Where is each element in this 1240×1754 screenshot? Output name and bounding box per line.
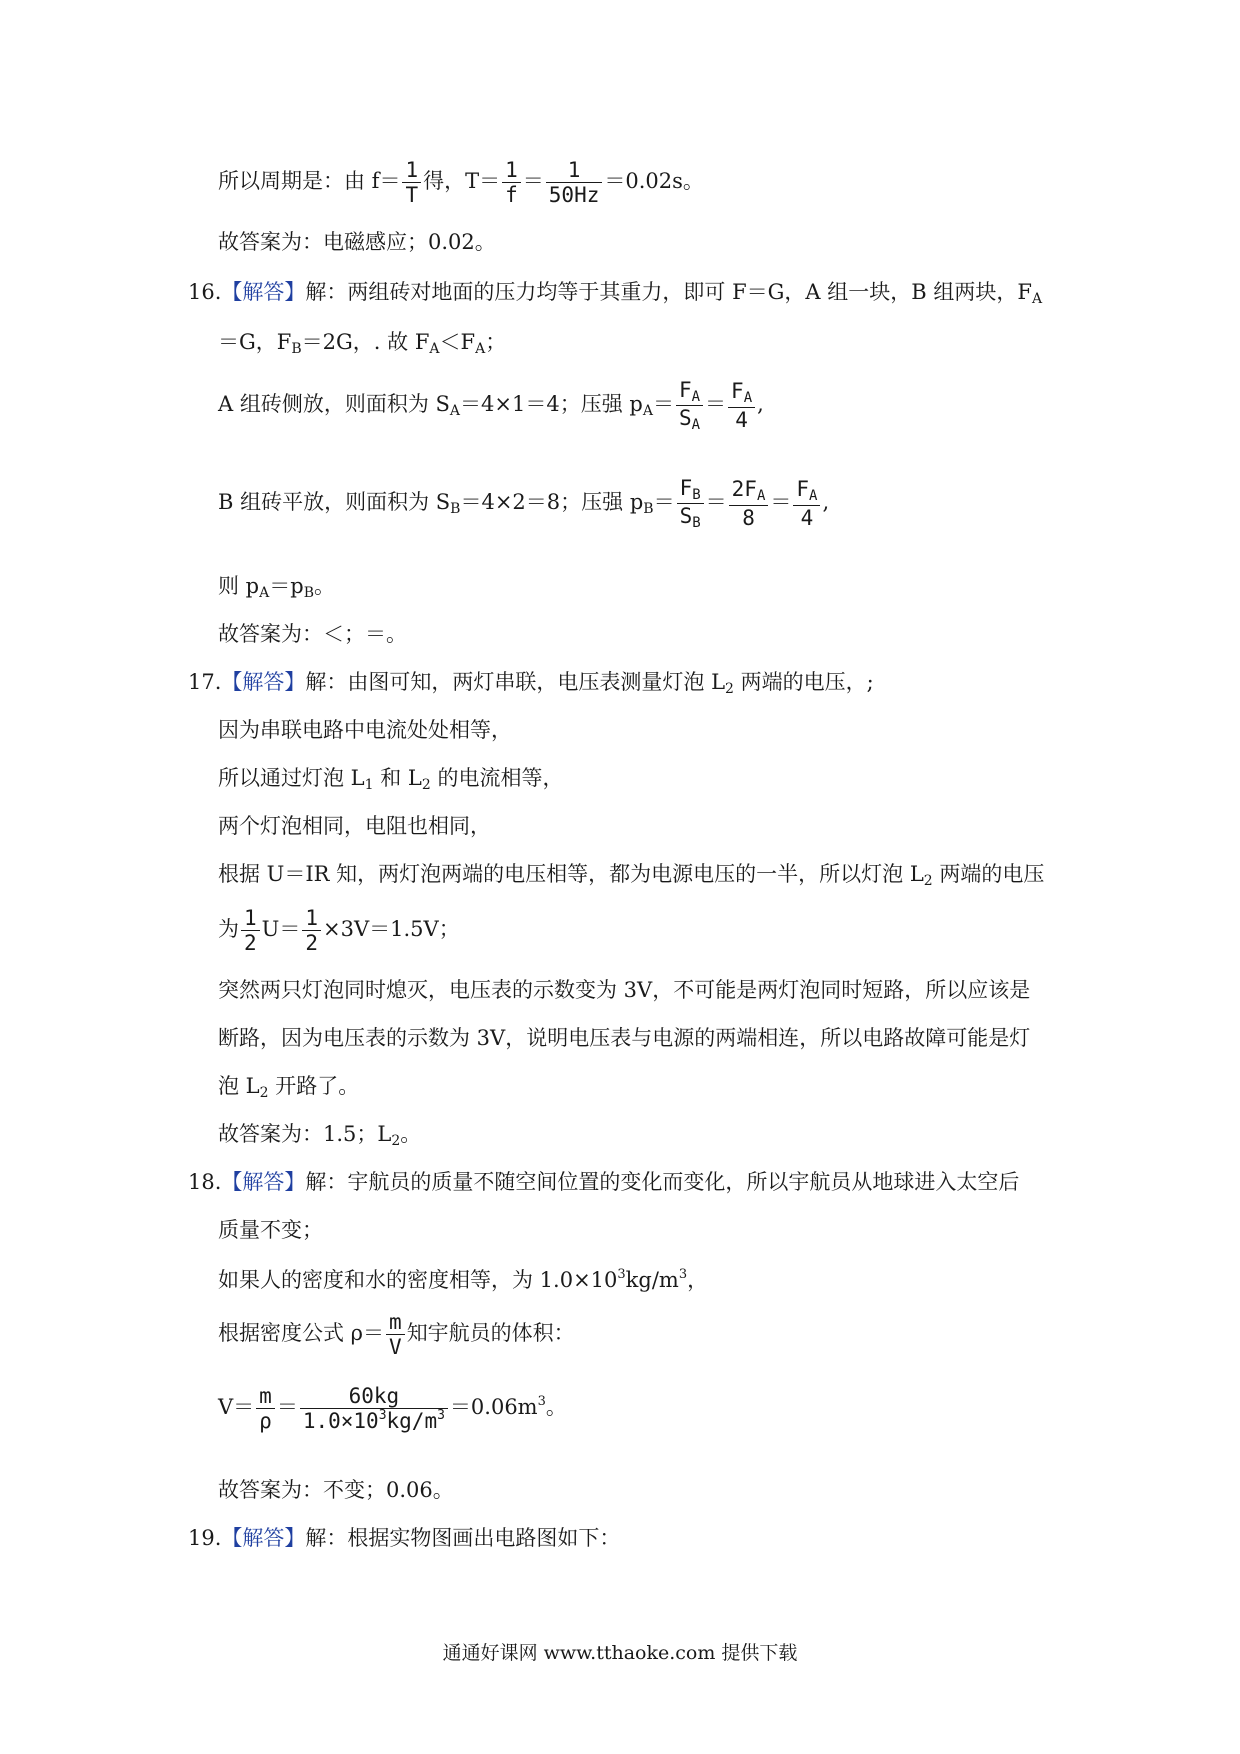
fraction-one-half xyxy=(302,906,321,955)
text: 则 p xyxy=(218,574,260,598)
question-18-line-4 xyxy=(218,1310,575,1359)
solution-tag: 【解答】 xyxy=(221,670,306,694)
question-17-line-3 xyxy=(218,768,563,792)
fraction-1-over-T xyxy=(402,158,421,207)
fraction-m-over-rho xyxy=(256,1384,275,1433)
text: S xyxy=(678,406,692,431)
numerator: m xyxy=(256,1384,275,1409)
text: ＝ xyxy=(653,490,675,515)
numerator: 1 xyxy=(241,906,260,931)
question-number: 16. xyxy=(188,280,222,304)
text: F xyxy=(796,477,810,502)
subscript: A xyxy=(429,341,440,357)
question-18-line-1 xyxy=(188,1172,1019,1193)
solution-tag: 【解答】 xyxy=(221,280,306,304)
denominator: 50Hz xyxy=(548,183,600,208)
text: ＝0.02s。 xyxy=(604,169,704,194)
subscript: A xyxy=(756,488,766,505)
fraction-fa-over-4 xyxy=(728,379,755,431)
question-16-line-5 xyxy=(218,576,335,600)
text: 得，T＝ xyxy=(423,169,501,194)
denominator: V xyxy=(389,1335,402,1360)
numerator xyxy=(677,476,704,504)
question-16-line-1 xyxy=(188,282,1042,306)
text: ＝0.06m xyxy=(449,1395,538,1420)
text: A 组砖侧放，则面积为 S xyxy=(218,392,450,417)
denominator: 4 xyxy=(800,505,814,530)
denominator: f xyxy=(505,183,518,208)
text: 解：宇航员的质量不随空间位置的变化而变化，所以宇航员从地球进入太空后 xyxy=(305,1170,1020,1194)
text: ＝4×2＝8；压强 p xyxy=(460,490,644,515)
text: 解：由图可知，两灯串联，电压表测量灯泡 L xyxy=(305,670,726,694)
subscript: B xyxy=(291,341,302,357)
text: 1.0×10 xyxy=(302,1409,379,1434)
text: kg/m xyxy=(386,1409,438,1434)
question-17-line-1 xyxy=(188,672,874,696)
text: 所以周期是：由 f＝ xyxy=(218,169,401,194)
fraction-1-over-f xyxy=(502,158,521,207)
text: 如果人的密度和水的密度相等，为 1.0×10 xyxy=(218,1268,618,1292)
question-17-line-4: 两个灯泡相同，电阻也相同， xyxy=(218,814,491,838)
text: kg/m xyxy=(625,1268,679,1292)
superscript: 3 xyxy=(437,1408,445,1424)
question-18-line-5 xyxy=(218,1384,567,1433)
subscript: B xyxy=(303,585,314,601)
question-17-line-8: 断路，因为电压表的示数为 3V，说明电压表与电源的两端相连，所以电路故障可能是灯 xyxy=(218,1026,1031,1050)
subscript: B xyxy=(643,501,654,518)
text: 。 xyxy=(314,574,335,598)
subscript: B xyxy=(450,501,461,518)
question-16-line-2 xyxy=(218,332,506,356)
question-number: 19. xyxy=(188,1526,222,1550)
denominator: T xyxy=(405,183,419,208)
text: 根据 U＝IR 知，两灯泡两端的电压相等，都为电源电压的一半，所以灯泡 L xyxy=(218,862,924,886)
subscript: 2 xyxy=(421,777,431,793)
subscript: A xyxy=(691,417,701,434)
page-footer: 通通好课网 www.tthaoke.com 提供下载 xyxy=(442,1642,798,1664)
question-16-answer: 故答案为：＜；＝。 xyxy=(218,622,407,646)
text: ， xyxy=(687,1268,709,1292)
text: ； xyxy=(485,330,507,354)
text: 。 xyxy=(400,1122,422,1146)
subscript: 2 xyxy=(391,1133,401,1149)
subscript: 2 xyxy=(259,1085,269,1101)
superscript: 3 xyxy=(537,1394,546,1410)
denominator: 2 xyxy=(244,931,257,956)
subscript: A xyxy=(259,585,270,601)
question-17-answer xyxy=(218,1124,421,1148)
text: ＝4×1＝4；压强 p xyxy=(460,392,643,417)
numerator xyxy=(676,378,703,406)
question-18-answer: 故答案为：不变；0.06。 xyxy=(218,1478,454,1502)
fraction-fb-over-sb xyxy=(677,476,704,531)
subscript: A xyxy=(642,403,653,420)
subscript: B xyxy=(692,515,701,532)
solution-tag: 【解答】 xyxy=(221,1170,306,1194)
text: ＜F xyxy=(439,330,476,354)
denominator: 4 xyxy=(735,407,748,432)
subscript: A xyxy=(691,389,701,405)
question-17-line-2: 因为串联电路中电流处处相等， xyxy=(218,718,512,742)
text: 2F xyxy=(731,477,757,502)
text: 两端的电压 xyxy=(932,862,1045,886)
numerator: 60kg xyxy=(300,1384,448,1409)
text: 的电流相等， xyxy=(430,766,564,790)
text: 。 xyxy=(545,1395,567,1420)
numerator: 1 xyxy=(302,906,321,931)
text: ＝ xyxy=(705,392,727,417)
solution-tag: 【解答】 xyxy=(221,1526,306,1550)
text: 所以通过灯泡 L xyxy=(218,766,365,790)
text: 知宇航员的体积： xyxy=(406,1321,575,1346)
text: ＝ xyxy=(705,490,727,515)
question-number: 18. xyxy=(188,1170,222,1194)
text: V＝ xyxy=(218,1395,255,1420)
question-16-line-3 xyxy=(218,378,764,433)
question-19-line-1 xyxy=(188,1528,620,1549)
question-16-line-4 xyxy=(218,476,829,531)
numerator: m xyxy=(386,1310,405,1335)
text: , xyxy=(757,392,764,417)
numerator: 1 xyxy=(502,158,521,183)
text: , xyxy=(822,490,830,515)
numerator xyxy=(728,379,755,407)
numerator xyxy=(793,477,820,505)
text: F xyxy=(678,378,692,402)
period-formula-line xyxy=(218,158,704,207)
text: 解：两组砖对地面的压力均等于其重力，即可 F＝G，A 组一块，B 组两块，F xyxy=(305,280,1032,304)
fraction-2fa-over-8 xyxy=(729,477,769,529)
question-17-line-9 xyxy=(218,1076,359,1100)
denominator: ρ xyxy=(259,1409,272,1434)
subscript: A xyxy=(449,403,461,420)
numerator: 1 xyxy=(402,158,421,183)
fraction-fa-over-sa xyxy=(676,378,703,433)
text: ＝2G，. 故 F xyxy=(301,330,430,354)
text: F xyxy=(679,476,693,500)
superscript: 3 xyxy=(617,1267,626,1282)
text: ＝ xyxy=(652,392,674,417)
text: 泡 L xyxy=(218,1074,260,1098)
text: U＝ xyxy=(261,917,301,942)
numerator xyxy=(729,477,769,505)
subscript: A xyxy=(475,341,486,357)
text: 解：根据实物图画出电路图如下： xyxy=(305,1526,621,1550)
text: 故答案为：1.5；L xyxy=(218,1122,392,1146)
text: ＝p xyxy=(269,574,304,598)
text: 开路了。 xyxy=(268,1074,360,1098)
subscript: 2 xyxy=(923,873,933,889)
question-17-line-5 xyxy=(218,864,1044,888)
denominator xyxy=(300,1409,448,1433)
answer-line: 故答案为：电磁感应；0.02。 xyxy=(218,230,496,254)
fraction-fa-over-4 xyxy=(793,477,820,529)
fraction-one-half xyxy=(241,906,260,955)
numerator: 1 xyxy=(546,158,603,183)
subscript: A xyxy=(743,390,753,407)
question-17-line-7: 突然两只灯泡同时熄灭，电压表的示数变为 3V，不可能是两灯泡同时短路，所以应该是 xyxy=(218,978,1031,1002)
denominator: 8 xyxy=(742,505,755,530)
fraction-mass-over-density xyxy=(300,1384,448,1433)
fraction-m-over-v xyxy=(386,1310,405,1359)
text: ＝ xyxy=(770,490,792,515)
subscript: B xyxy=(692,487,701,503)
denominator xyxy=(677,504,704,531)
text: 两端的电压，; xyxy=(733,670,874,694)
denominator xyxy=(676,406,703,433)
denominator: 2 xyxy=(305,931,319,956)
subscript: 2 xyxy=(725,681,734,697)
text: 和 L xyxy=(373,766,422,790)
fraction-1-over-50hz xyxy=(546,158,603,207)
text: B 组砖平放，则面积为 S xyxy=(218,490,451,515)
subscript: A xyxy=(1031,291,1043,307)
question-18-line-3 xyxy=(218,1268,708,1291)
question-17-line-6 xyxy=(218,906,460,955)
subscript: A xyxy=(809,488,818,505)
superscript: 3 xyxy=(678,1267,688,1282)
text: ×3V＝1.5V； xyxy=(323,917,460,942)
superscript: 3 xyxy=(378,1408,387,1424)
subscript: 1 xyxy=(364,777,374,793)
text: 为 xyxy=(218,917,239,942)
text: 根据密度公式 ρ＝ xyxy=(218,1321,385,1346)
text: ＝G，F xyxy=(218,330,292,354)
text: F xyxy=(731,379,744,404)
text: ＝ xyxy=(522,169,544,194)
question-18-line-2: 质量不变； xyxy=(218,1218,323,1242)
text: ＝ xyxy=(276,1395,298,1420)
text: S xyxy=(679,504,693,529)
question-number: 17. xyxy=(188,670,222,694)
